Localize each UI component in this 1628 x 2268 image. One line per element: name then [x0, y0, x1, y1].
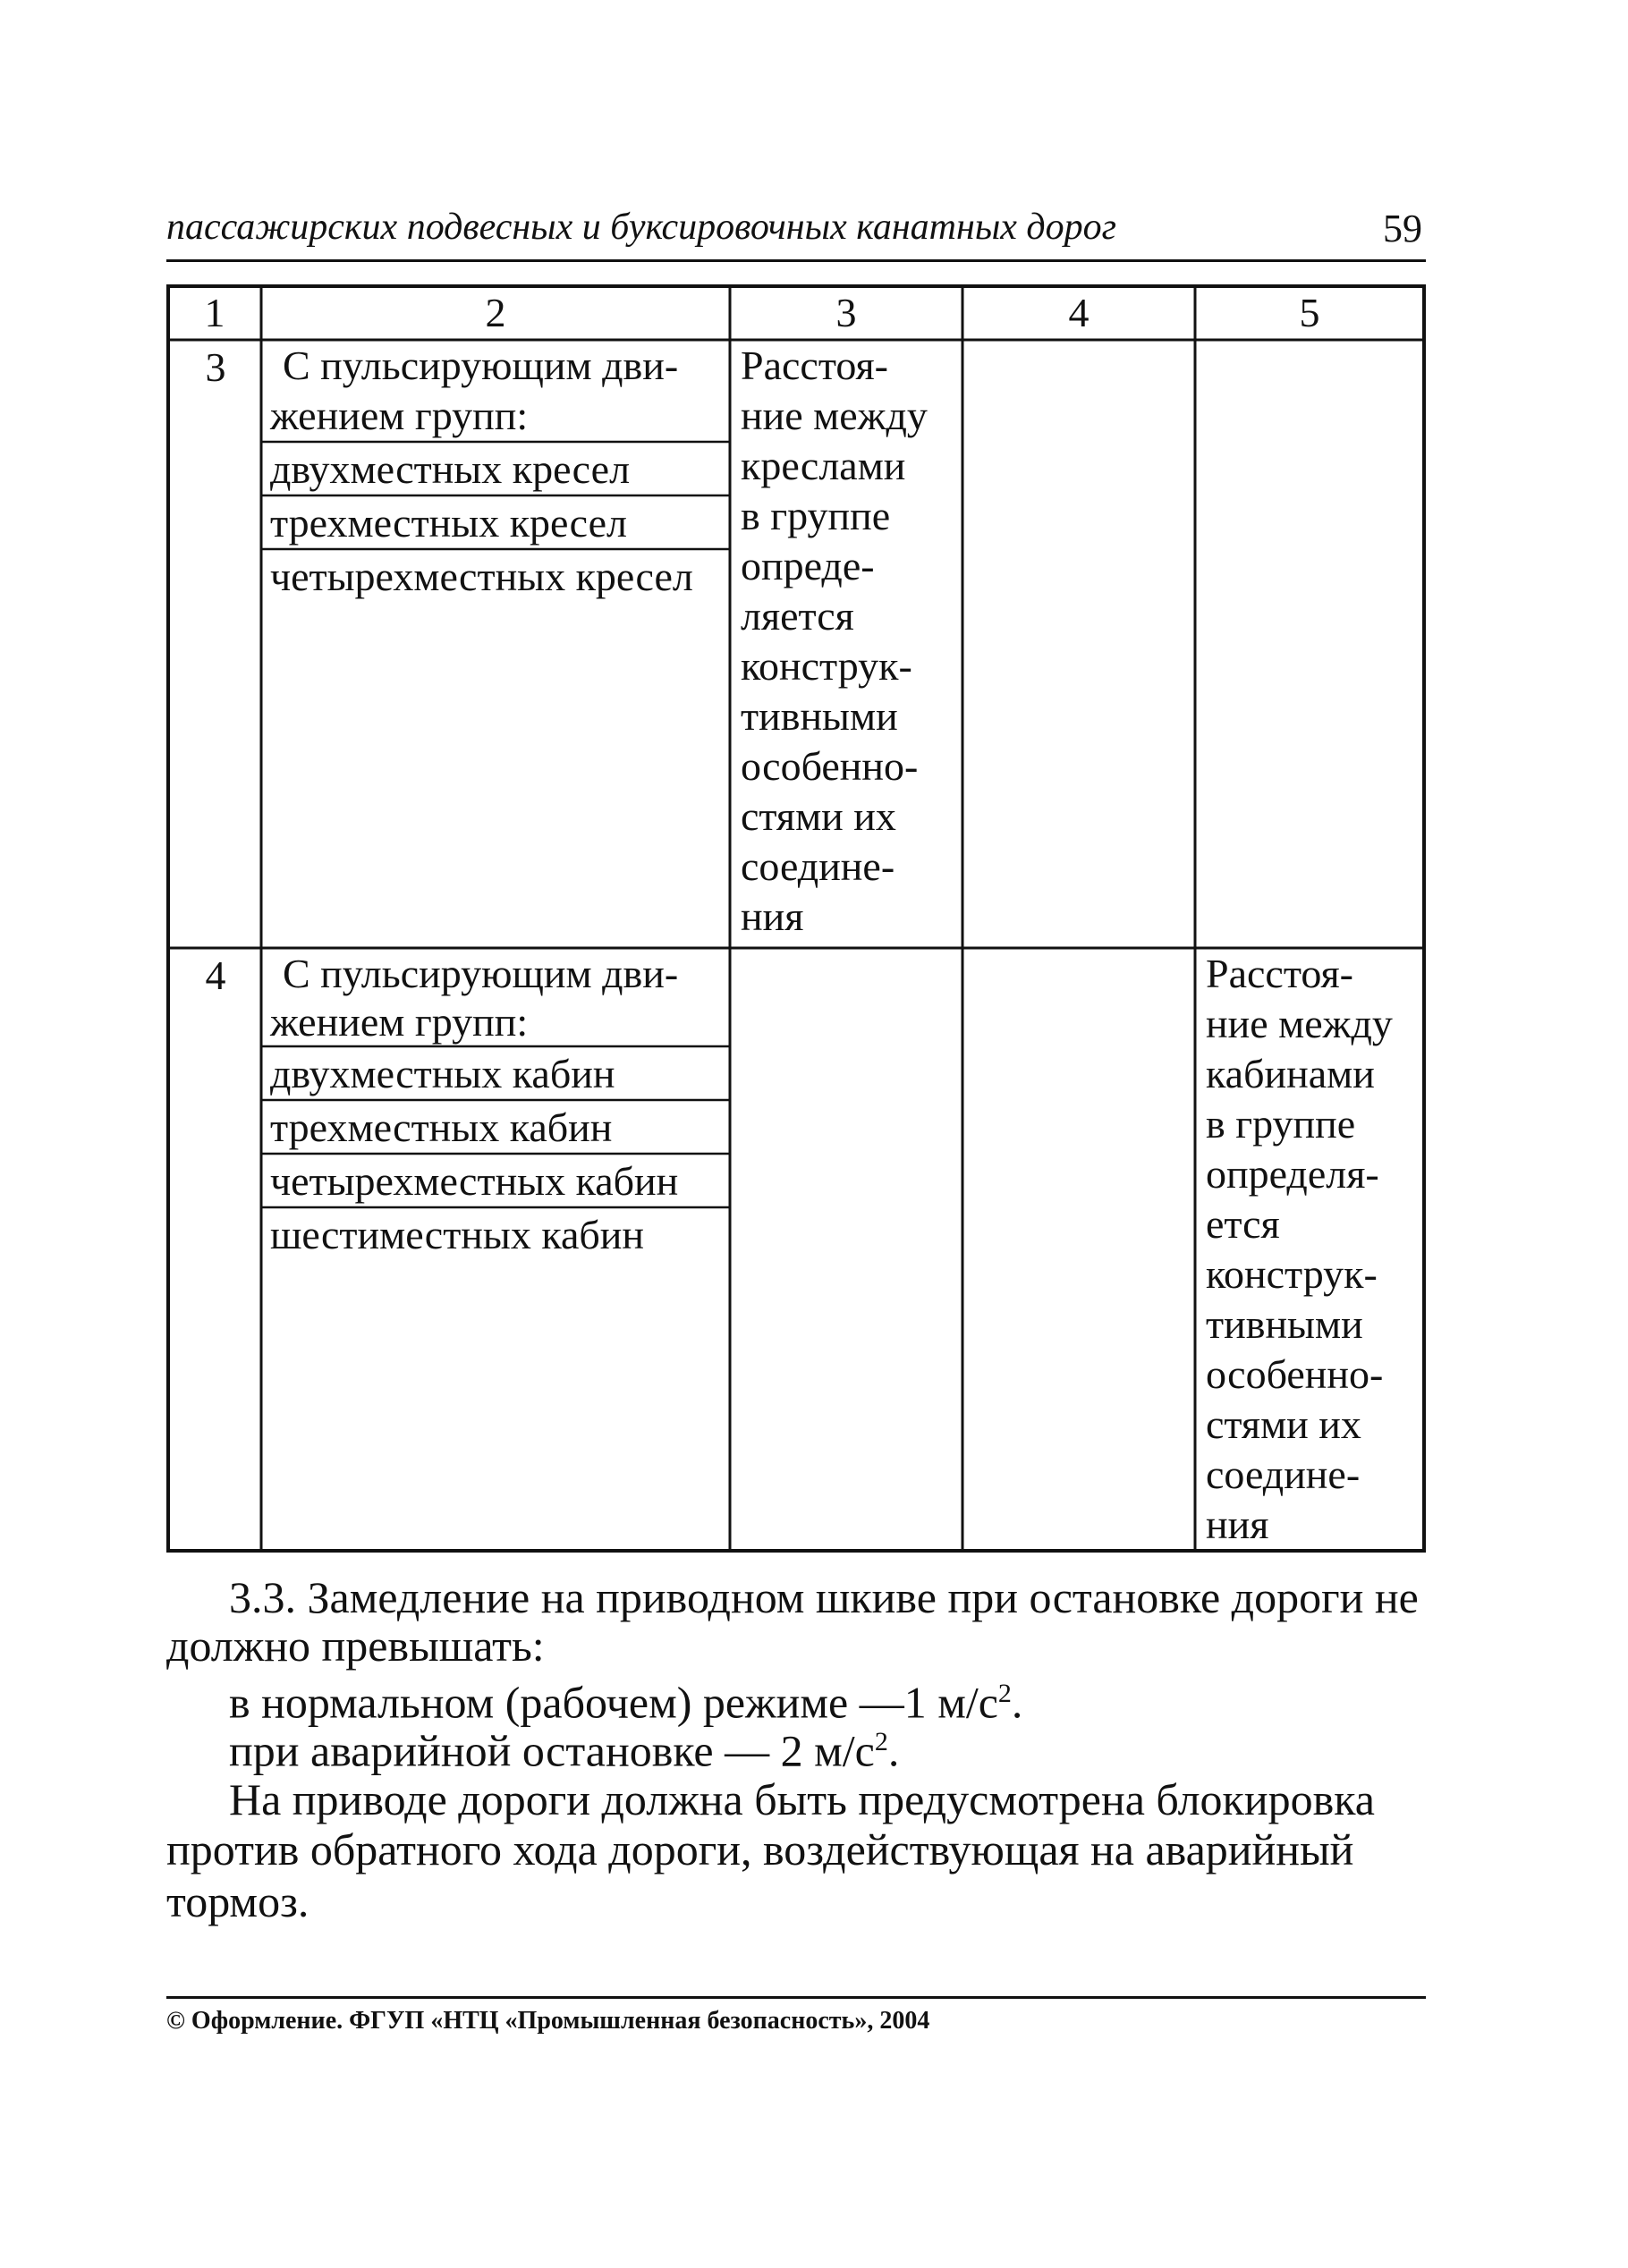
note-line: кабинами	[1206, 1051, 1375, 1096]
column-header-3: 3	[835, 290, 857, 335]
group-type-item: шестиместных кабин	[270, 1212, 645, 1257]
group-type-item: четырехместных кресел	[270, 554, 693, 599]
row-description-line: С пульсирующим дви-	[283, 951, 679, 996]
note-line: ляется	[741, 593, 854, 639]
note-line: конструк-	[1206, 1251, 1378, 1297]
group-type-item: четырехместных кабин	[270, 1158, 679, 1204]
note-line: ется	[1206, 1201, 1280, 1247]
note-line: соедине-	[1206, 1451, 1361, 1497]
paragraph-line: тормоз.	[166, 1876, 309, 1926]
note-line: креслами	[741, 443, 906, 488]
note-line: соедине-	[741, 843, 895, 889]
emergency-stop-limit: при аварийной остановке — 2 $м/с^2$.	[229, 1725, 900, 1776]
column-header-4: 4	[1068, 290, 1090, 335]
normal-mode-limit: в нормальном (рабочем) режиме —1 $м/с^2$.	[229, 1677, 1023, 1728]
row-number: 3	[205, 344, 226, 390]
specification-table	[166, 284, 1426, 1553]
note-line: ние между	[1206, 1001, 1393, 1046]
row-description-line: жением групп:	[270, 999, 529, 1045]
note-line: в группе	[741, 493, 891, 538]
note-line: особенно-	[1206, 1351, 1384, 1397]
note-line: тивными	[741, 693, 898, 739]
page-number: 59	[1383, 207, 1422, 250]
column-header-5: 5	[1299, 290, 1320, 335]
paragraph-3-3-line: должно превышать:	[166, 1621, 545, 1671]
note-line: стями их	[1206, 1401, 1361, 1447]
group-type-item: трехместных кабин	[270, 1104, 613, 1150]
copyright-footer: © Оформление. ФГУП «НТЦ «Промышленная безопасность», 2004	[166, 2007, 930, 2035]
group-type-item: трехместных кресел	[270, 500, 627, 546]
note-line: Расстоя-	[1206, 951, 1353, 996]
note-line: Расстоя-	[741, 343, 888, 388]
paragraph-3-3-line: 3.3. Замедление на приводном шкиве при остановке дороги не	[229, 1572, 1419, 1622]
note-line: ния	[741, 893, 804, 939]
note-line: в группе	[1206, 1101, 1356, 1147]
column-header-2: 2	[485, 290, 506, 335]
footer-rule	[166, 1996, 1426, 1999]
note-line: ния	[1206, 1502, 1269, 1547]
group-type-item: двухместных кресел	[270, 446, 631, 492]
note-line: определя-	[1206, 1151, 1379, 1197]
note-line: стями их	[741, 793, 896, 839]
group-type-item: двухместных кабин	[270, 1051, 615, 1096]
row-description-line: С пульсирующим дви-	[283, 343, 679, 388]
note-line: конструк-	[741, 643, 912, 689]
note-line: опреде-	[741, 543, 875, 588]
header-rule	[166, 259, 1426, 262]
row-number: 4	[205, 952, 226, 998]
running-header-title: пассажирских подвесных и буксировочных канатных дорог	[166, 207, 1117, 248]
note-line: ние между	[741, 393, 928, 438]
column-header-1: 1	[204, 290, 225, 335]
paragraph-line: На приводе дороги должна быть предусмотрена блокировка	[229, 1774, 1375, 1824]
row-description-line: жением групп:	[270, 393, 529, 438]
note-line: тивными	[1206, 1301, 1363, 1347]
note-line: особенно-	[741, 743, 919, 789]
paragraph-line: против обратного хода дороги, воздействующая на аварийный	[166, 1824, 1354, 1874]
